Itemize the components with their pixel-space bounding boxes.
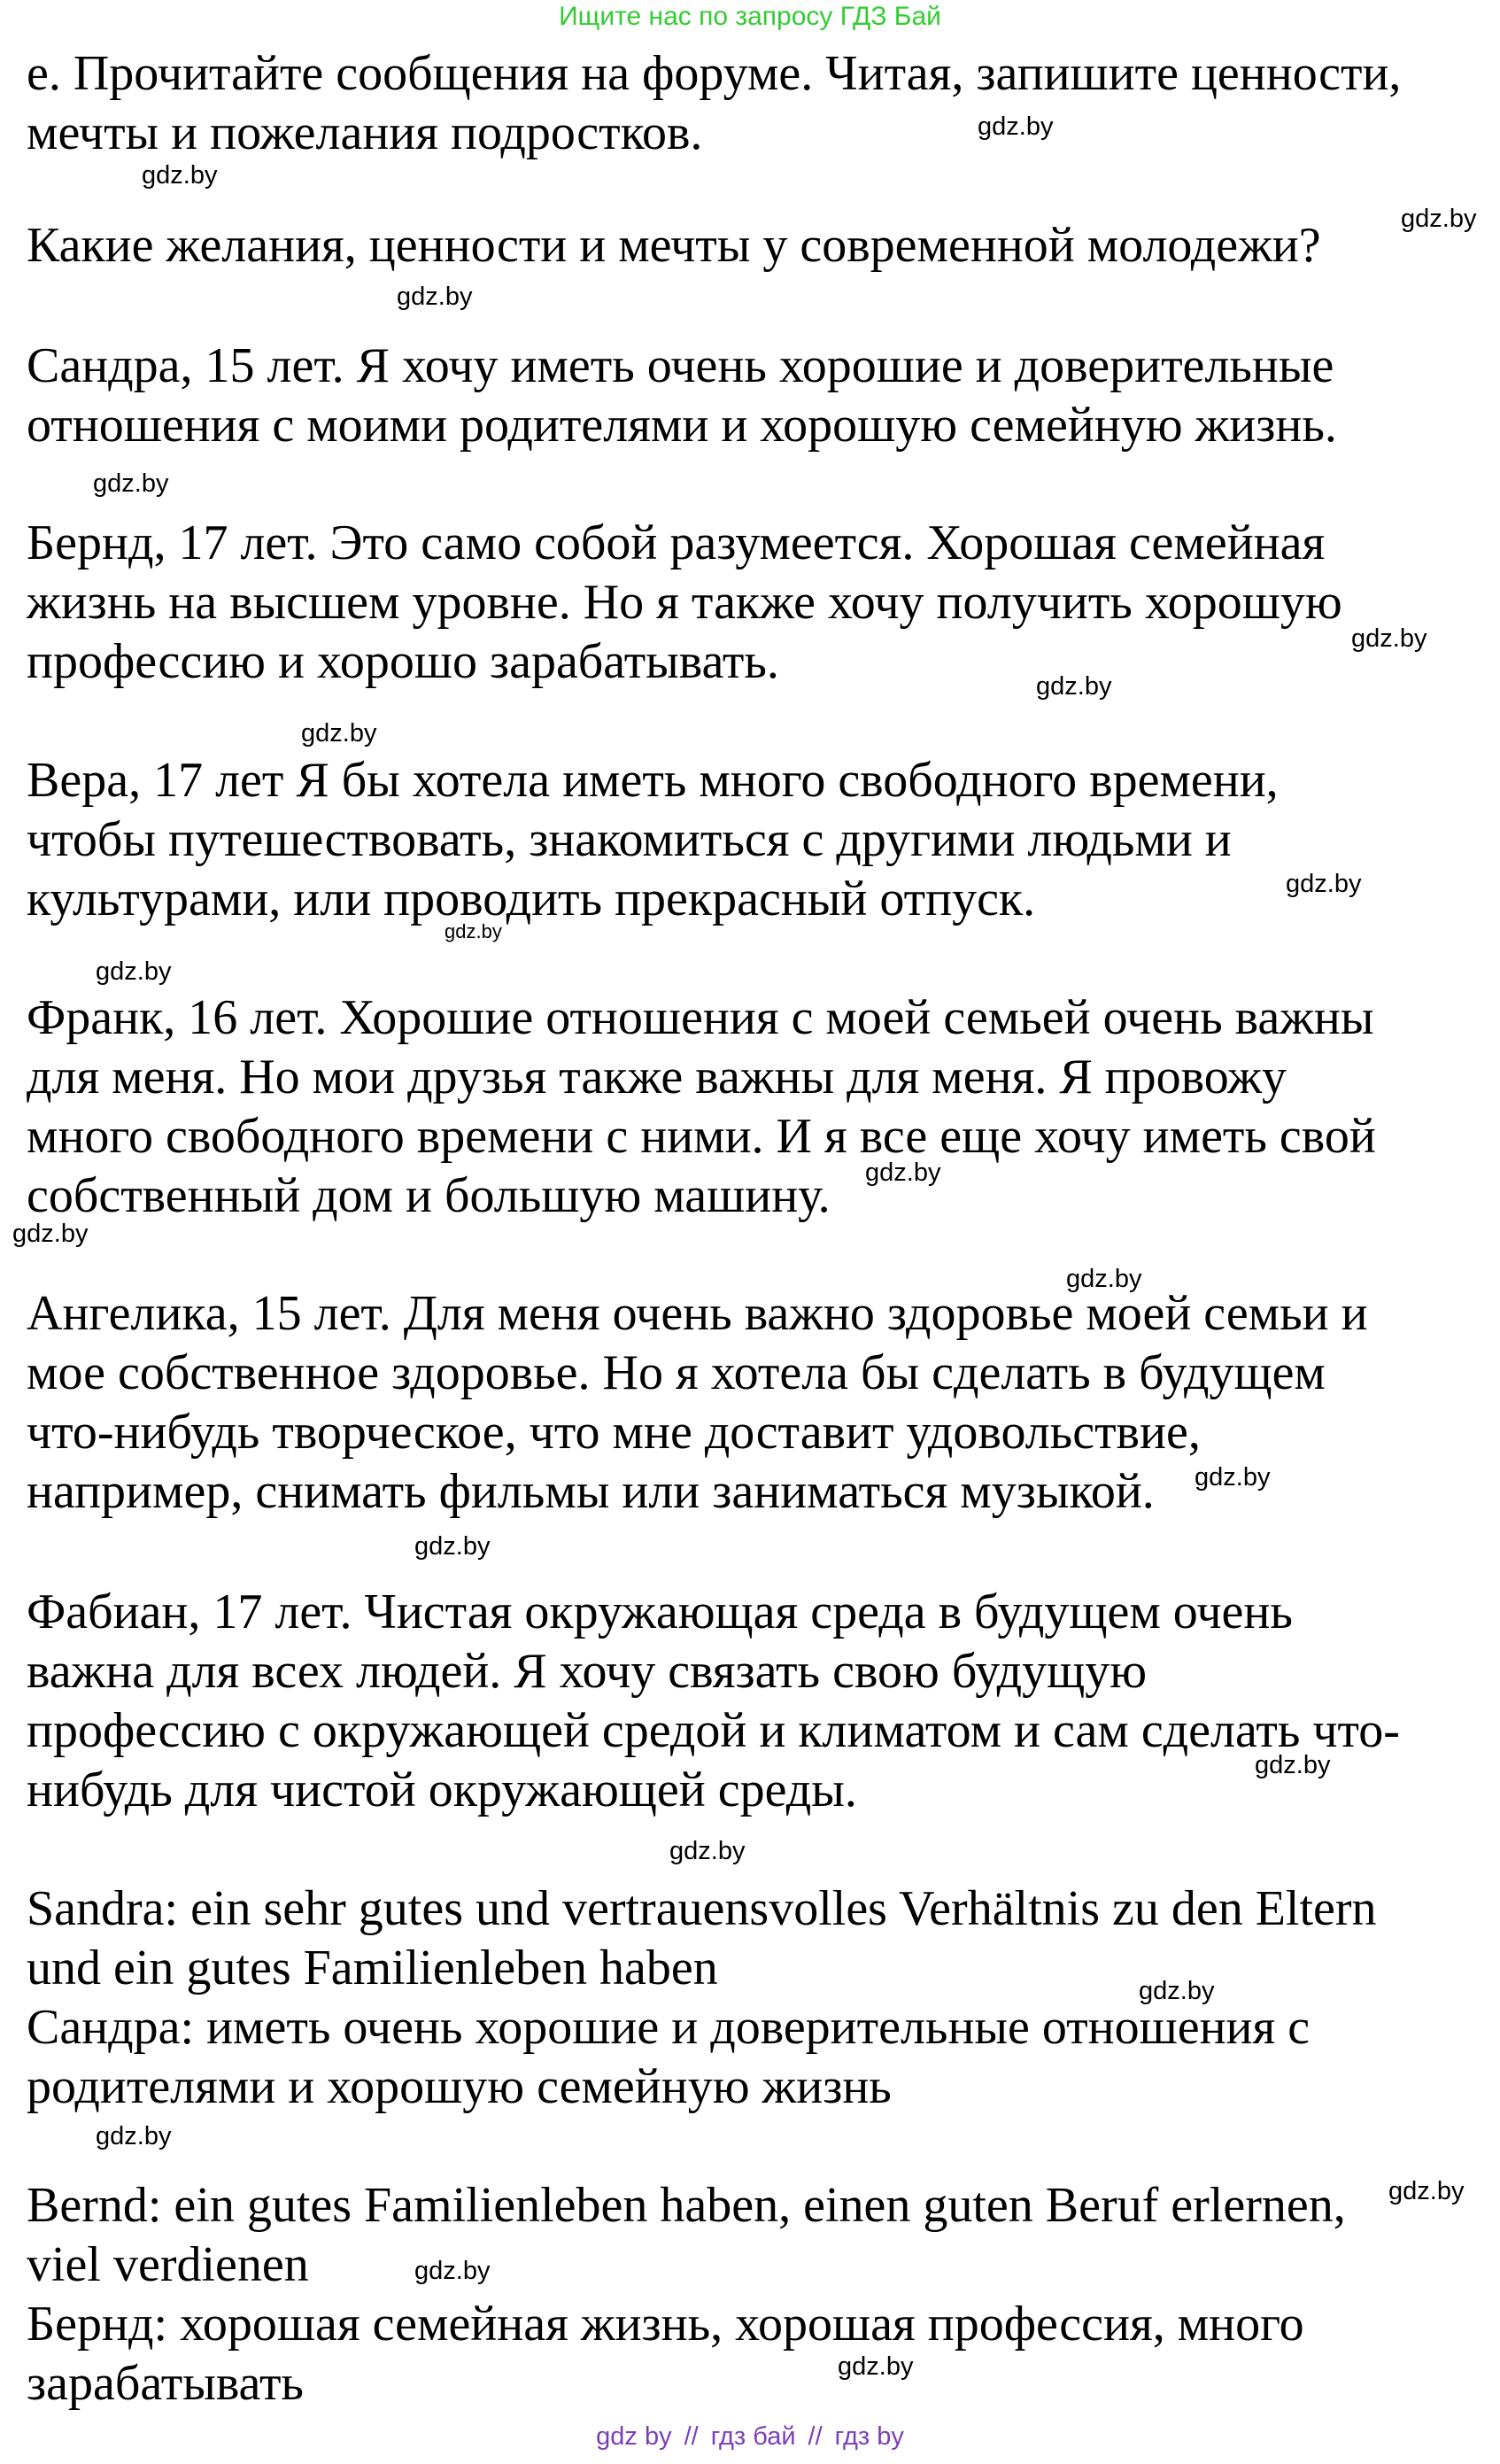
watermark: gdz.by xyxy=(1255,1751,1331,1779)
post-line: Ангелика, 15 лет. Для меня очень важно здоровье моей семьи и xyxy=(27,1286,1368,1341)
post-line: мое собственное здоровье. Но я хотела бы сделать в будущем xyxy=(27,1345,1326,1400)
watermark: gdz.by xyxy=(1139,1977,1215,2005)
question-line: Какие желания, ценности и мечты у современной молодежи? xyxy=(27,218,1321,273)
post-bernd xyxy=(27,514,1342,692)
post-line: профессию с окружающей средой и климатом и сам сделать что- xyxy=(27,1703,1400,1758)
post-line: много свободного времени с ними. И я все еще хочу иметь свой xyxy=(27,1109,1376,1164)
footer-link-gdz-by[interactable]: gdz by xyxy=(596,2422,672,2451)
post-line: Сандра, 15 лет. Я хочу иметь очень хорошие и доверительные xyxy=(27,338,1334,393)
task-line: е. Прочитайте сообщения на форуме. Читая, запишите ценности, xyxy=(27,46,1402,101)
post-fabian xyxy=(27,1583,1400,1820)
question-text xyxy=(27,216,1321,275)
watermark: gdz.by xyxy=(1066,1265,1142,1293)
post-line: Фабиан, 17 лет. Чистая окружающая среда в будущем очень xyxy=(27,1585,1293,1639)
watermark: gdz.by xyxy=(865,1158,941,1187)
answer-line: родителями и хорошую семейную жизнь xyxy=(27,2059,892,2114)
watermark: gdz.by xyxy=(1036,672,1112,701)
watermark: gdz.by xyxy=(445,920,502,942)
watermark: gdz.by xyxy=(414,2257,491,2285)
post-line: Вера, 17 лет Я бы хотела иметь много свободного времени, xyxy=(27,753,1279,808)
post-line: профессию и хорошо зарабатывать. xyxy=(27,634,779,689)
watermark: gdz.by xyxy=(1195,1463,1271,1492)
watermark: gdz.by xyxy=(12,1220,89,1248)
footer-link-gdz-bai[interactable]: гдз бай xyxy=(710,2422,796,2451)
answer-line: Bernd: ein gutes Familienleben haben, einen guten Beruf erlernen, xyxy=(27,2178,1346,2233)
watermark: gdz.by xyxy=(1351,624,1427,653)
watermark: gdz.by xyxy=(1286,870,1362,898)
post-line: собственный дом и большую машину. xyxy=(27,1168,831,1223)
answer-line: Sandra: ein sehr gutes und vertrauensvolles Verhältnis zu den Eltern xyxy=(27,1881,1377,1936)
post-line: Франк, 16 лет. Хорошие отношения с моей семьей очень важны xyxy=(27,990,1374,1045)
answer-line: Бернд: хорошая семейная жизнь, хорошая профессия, много xyxy=(27,2297,1304,2352)
post-line: культурами, или проводить прекрасный отпуск. xyxy=(27,872,1036,926)
answer-bernd xyxy=(27,2176,1346,2414)
footer-separator: // xyxy=(808,2422,823,2451)
post-line: отношения с моими родителями и хорошую семейную жизнь. xyxy=(27,398,1337,453)
watermark: gdz.by xyxy=(1388,2177,1465,2205)
header-banner[interactable]: Ищите нас по запросу ГДЗ Бай xyxy=(559,2,941,31)
watermark: gdz.by xyxy=(838,2352,914,2381)
post-angelika xyxy=(27,1284,1368,1522)
task-line: мечты и пожелания подростков. xyxy=(27,105,703,160)
post-sandra xyxy=(27,337,1337,455)
post-line: например, снимать фильмы или заниматься музыкой. xyxy=(27,1464,1155,1519)
answer-line: Сандра: иметь очень хорошие и доверительные отношения с xyxy=(27,2000,1311,2055)
footer-separator: // xyxy=(684,2422,699,2451)
watermark: gdz.by xyxy=(1401,205,1477,233)
watermark: gdz.by xyxy=(142,161,218,190)
watermark: gdz.by xyxy=(96,957,172,986)
post-line: что-нибудь творческое, что мне доставит удовольствие, xyxy=(27,1405,1201,1460)
post-line: жизнь на высшем уровне. Но я также хочу получить хорошую xyxy=(27,575,1342,630)
post-vera xyxy=(27,751,1279,929)
answer-line: зарабатывать xyxy=(27,2356,304,2411)
answer-line: viel verdienen xyxy=(27,2237,309,2292)
watermark: gdz.by xyxy=(301,719,377,748)
watermark: gdz.by xyxy=(414,1532,491,1561)
watermark: gdz.by xyxy=(978,112,1054,141)
post-line: Бернд, 17 лет. Это само собой разумеется. Хорошая семейная xyxy=(27,515,1326,570)
watermark: gdz.by xyxy=(397,283,473,311)
post-line: чтобы путешествовать, знакомиться с другими людьми и xyxy=(27,812,1232,867)
task-text xyxy=(27,44,1401,163)
post-line: для меня. Но мои друзья также важны для меня. Я провожу xyxy=(27,1050,1287,1104)
watermark: gdz.by xyxy=(669,1837,746,1865)
post-line: нибудь для чистой окружающей среды. xyxy=(27,1763,857,1817)
post-line: важна для всех людей. Я хочу связать свою будущую xyxy=(27,1644,1148,1699)
footer-link-gdz-by-cyr[interactable]: гдз by xyxy=(834,2422,904,2451)
footer-links xyxy=(0,2421,1500,2452)
answer-line: und ein gutes Familienleben haben xyxy=(27,1941,718,1995)
watermark: gdz.by xyxy=(96,2122,172,2150)
watermark: gdz.by xyxy=(93,469,169,498)
post-frank xyxy=(27,988,1376,1226)
